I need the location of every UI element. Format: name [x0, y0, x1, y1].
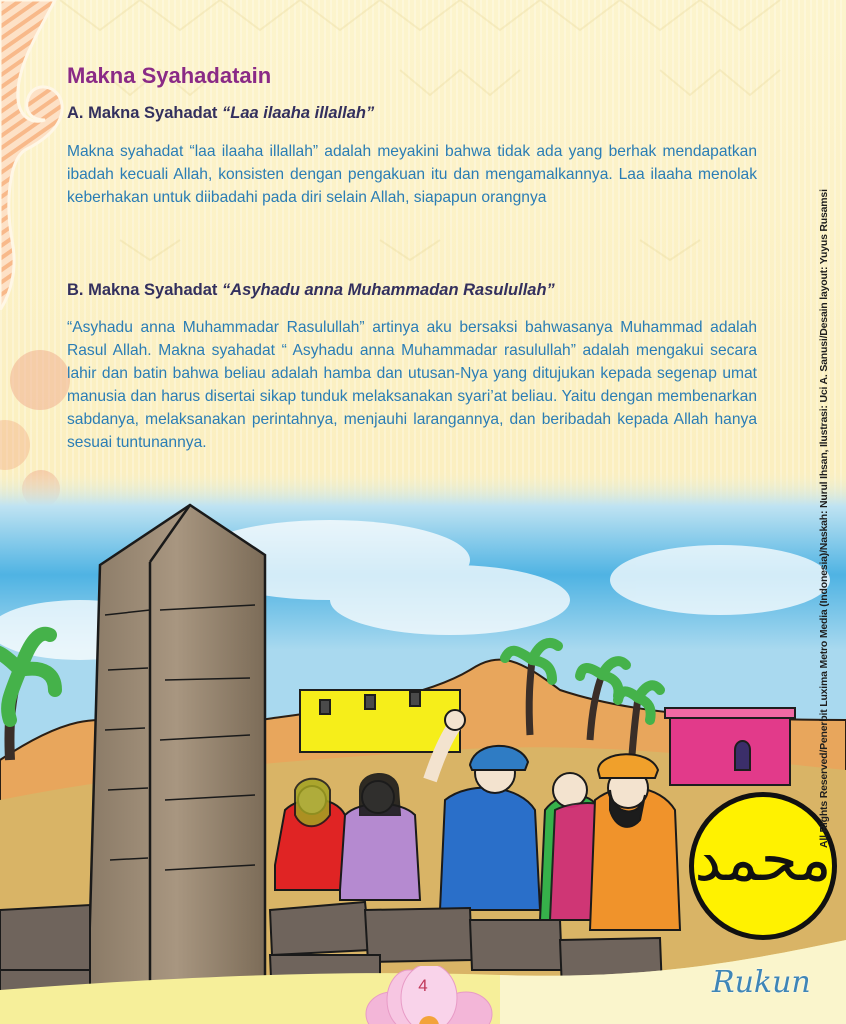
section-b-heading — [67, 281, 555, 300]
section-a-heading-prefix: A. Makna Syahadat — [67, 104, 222, 122]
credits-vertical-text: All Rights Reserved/Penerbit Luxima Metro Media (Indonesia)/Naskah: Nurul Ihsan, Ilustrasi: Uci A. Sanusi/Desain layout: Yuyus Rusamsi — [818, 189, 830, 848]
page-title: Makna Syahadatain — [67, 63, 272, 88]
section-b-heading-prefix: B. Makna Syahadat — [67, 281, 222, 299]
section-b-body: “Asyhadu anna Muhammadar Rasulullah” artinya aku bersaksi bahwasanya Muhammad adalah Rasul Allah. Makna syahadat “ Asyhadu anna Muhammadar rasulullah” adalah mengakui secara lahir dan batin bahwa beliau adalah hamba dan utusan-Nya yang ditujukan kepada segenap umat manusia dan harus disertai sikap tunduk melaksanakan syari’at beliau. Yaitu dengan membenarkan sabdanya, melaksanakan perintahnya, menjauhi larangannya, dan beribadah kepada Allah hanya sesuai tuntunannya. — [67, 319, 757, 451]
yellow-house — [300, 690, 460, 752]
illustration-crowd-scene — [0, 470, 846, 1024]
page-number: 4 — [418, 976, 428, 995]
pink-house — [665, 708, 795, 785]
muhammad-calligraphy-medallion — [689, 792, 837, 940]
section-a-body: Makna syahadat “laa ilaaha illallah” adalah meyakini bahwa tidak ada yang berhak mendapatkan ibadah kecuali Allah, konsisten dengan pengakuan itu dan mengamalkannya. Laa ilaaha menolak keberhakan untuk diibadahi pada diri selain Allah, siapapun orangnya — [67, 143, 757, 206]
section-a-heading-quote: “Laa ilaaha illallah” — [221, 104, 375, 122]
stone-pillar — [88, 505, 265, 990]
footer-series-label: Rukun — [712, 965, 811, 1000]
section-a-heading — [67, 104, 374, 123]
section-b-heading-quote: “Asyhadu anna Muhammadan Rasulullah” — [221, 281, 555, 299]
medallion-calligraphy: محمد — [694, 825, 832, 895]
